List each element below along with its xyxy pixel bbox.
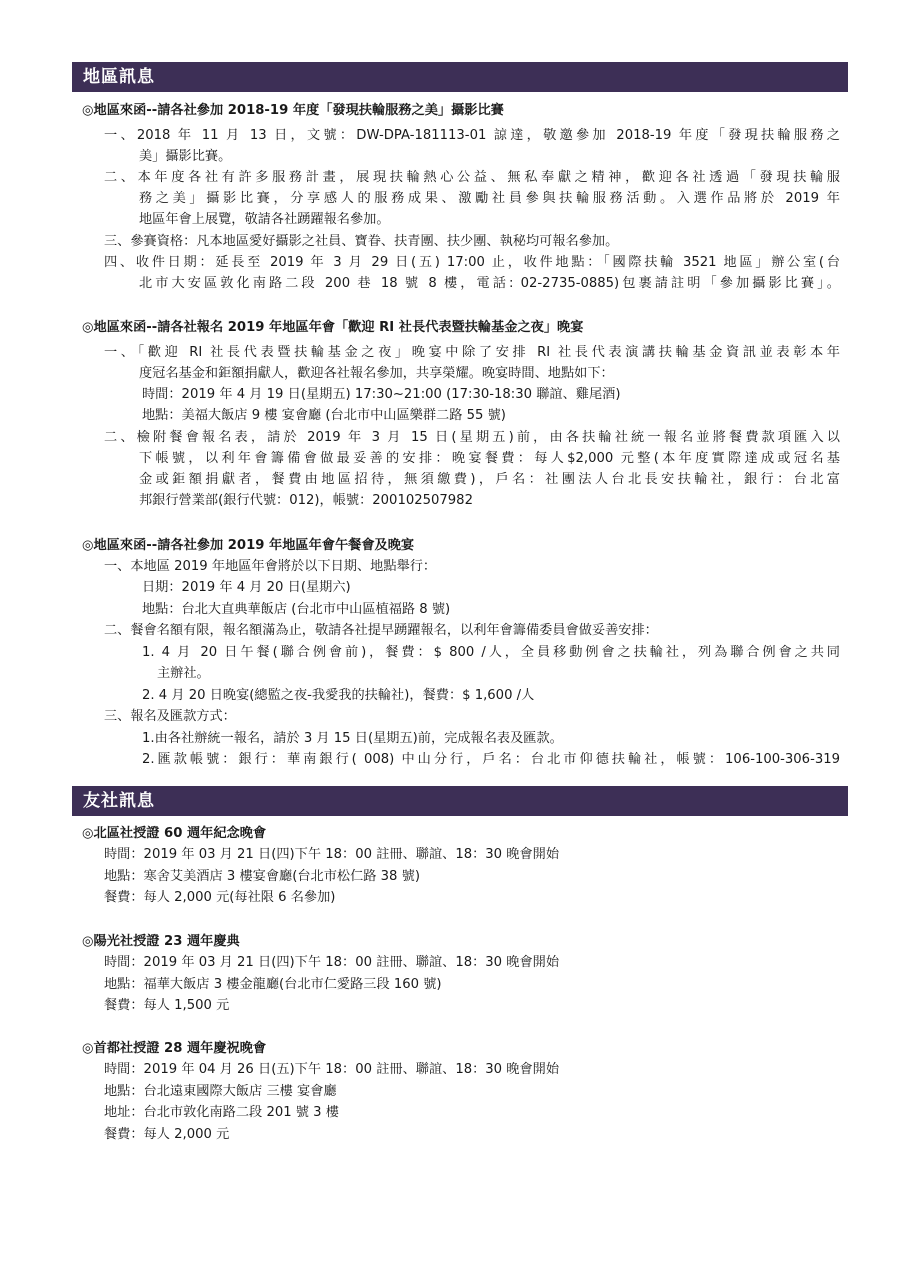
item-line: 2.匯款帳號：銀行：華南銀行( 008) 中山分行，戶名：台北市仰德扶輪社，帳號：106-100-306-319	[142, 752, 840, 767]
item-line: 地點：福華大飯店 3 樓金龍廳(台北市仁愛路三段 160 號)	[104, 977, 442, 992]
item-line: 二、檢附餐會報名表，請於 2019 年 3 月 15 日(星期五)前，由各扶輪社統一報名並將餐費款項匯入以	[104, 430, 840, 445]
item-line: 2. 4 月 20 日晚宴(總監之夜-我愛我的扶輪社)，餐費：$ 1,600 /人	[142, 688, 535, 703]
item-line: 二、本年度各社有許多服務計畫，展現扶輪熱心公益、無私奉獻之精神，歡迎各社透過「發現扶輪服	[104, 170, 840, 185]
item-heading: ◎陽光社授證 23 週年慶典	[82, 934, 240, 949]
item-line: 一、本地區 2019 年地區年會將於以下日期、地點舉行：	[104, 559, 437, 574]
item-line: 餐費：每人 2,000 元	[104, 1127, 230, 1142]
section-title-regional: 地區訊息	[72, 62, 848, 92]
item-line: 時間：2019 年 04 月 26 日(五)下午 18：00 註冊、聯誼、18：30 晚會開始	[104, 1062, 560, 1077]
item-line: 三、報名及匯款方式：	[104, 709, 236, 724]
section-title-clubs: 友社訊息	[72, 786, 848, 816]
item-line: 地區年會上展覽，敬請各社踴躍報名參加。	[139, 212, 390, 227]
item-line: 主辦社。	[157, 666, 210, 681]
item-line: 地點：美福大飯店 9 樓 宴會廳 (台北市中山區樂群二路 55 號)	[142, 408, 506, 423]
item-line: 地點：台北大直典華飯店 (台北市中山區植福路 8 號)	[142, 602, 451, 617]
item-heading: ◎首都社授證 28 週年慶祝晚會	[82, 1041, 267, 1056]
item-line: 時間：2019 年 4 月 19 日(星期五) 17:30~21:00 (17:30-18:30 聯誼、雞尾酒)	[142, 387, 621, 402]
item-heading: ◎地區來函--請各社參加 2019 年地區年會午餐會及晚宴	[82, 538, 415, 553]
item-line: 餐費：每人 1,500 元	[104, 998, 230, 1013]
item-heading: ◎地區來函--請各社參加 2018-19 年度「發現扶輪服務之美」攝影比賽	[82, 103, 504, 118]
item-line: 美」攝影比賽。	[139, 149, 232, 164]
item-line: 時間：2019 年 03 月 21 日(四)下午 18：00 註冊、聯誼、18：30 晚會開始	[104, 847, 560, 862]
item-line: 務之美」攝影比賽，分享感人的服務成果、激勵社員參與扶輪服務活動。入選作品將於 2019 年	[139, 191, 840, 206]
item-line: 北市大安區敦化南路二段 200 巷 18 號 8 樓，電話: 02-2735-0885)包裹請註明「參加攝影比賽」。	[139, 276, 840, 291]
item-line: 1.由各社辦統一報名，請於 3 月 15 日(星期五)前，完成報名表及匯款。	[142, 731, 563, 746]
item-line: 下帳號，以利年會籌備會做最妥善的安排：晚宴餐費：每人$2,000 元整(本年度實際達成或冠名基	[139, 451, 840, 466]
item-line: 餐費：每人 2,000 元(每社限 6 名參加)	[104, 890, 336, 905]
item-line: 三、參賽資格：凡本地區愛好攝影之社員、寶眷、扶青團、扶少團、執秘均可報名參加。	[104, 234, 619, 249]
item-line: 地點：寒舍艾美酒店 3 樓宴會廳(台北市松仁路 38 號)	[104, 869, 420, 884]
item-line: 四、收件日期：延長至 2019 年 3 月 29 日(五) 17:00 止，收件地點：「國際扶輪 3521 地區」辦公室(台	[104, 255, 840, 270]
item-heading: ◎北區社授證 60 週年紀念晚會	[82, 826, 267, 841]
item-line: 日期：2019 年 4 月 20 日(星期六)	[142, 580, 351, 595]
item-line: 金或鉅額捐獻者，餐費由地區招待，無須繳費)，戶名：社團法人台北長安扶輪社，銀行：台北富	[139, 472, 840, 487]
item-heading: ◎地區來函--請各社報名 2019 年地區年會「歡迎 RI 社長代表暨扶輪基金之夜」晚宴	[82, 320, 584, 335]
item-line: 二、餐會名額有限，報名額滿為止，敬請各社提早踴躍報名，以利年會籌備委員會做妥善安排：	[104, 623, 658, 638]
item-line: 地點：台北遠東國際大飯店 三樓 宴會廳	[104, 1084, 337, 1099]
item-line: 1. 4 月 20 日午餐(聯合例會前)，餐費：$ 800 /人，全員移動例會之扶輪社，列為聯合例會之共同	[142, 645, 840, 660]
item-line: 邦銀行營業部(銀行代號：012)，帳號：200102507982	[139, 493, 473, 508]
item-line: 度冠名基金和鉅額捐獻人，歡迎各社報名參加，共享榮耀。晚宴時間、地點如下：	[139, 366, 614, 381]
item-line: 一、2018 年 11 月 13 日，文號：DW-DPA-181113-01 諒達，敬邀參加 2018-19 年度「發現扶輪服務之	[104, 128, 840, 143]
item-line: 地址：台北市敦化南路二段 201 號 3 樓	[104, 1105, 339, 1120]
item-line: 一、「歡迎 RI 社長代表暨扶輪基金之夜」晚宴中除了安排 RI 社長代表演講扶輪基金資訊並表彰本年	[104, 345, 840, 360]
item-line: 時間：2019 年 03 月 21 日(四)下午 18：00 註冊、聯誼、18：30 晚會開始	[104, 955, 560, 970]
